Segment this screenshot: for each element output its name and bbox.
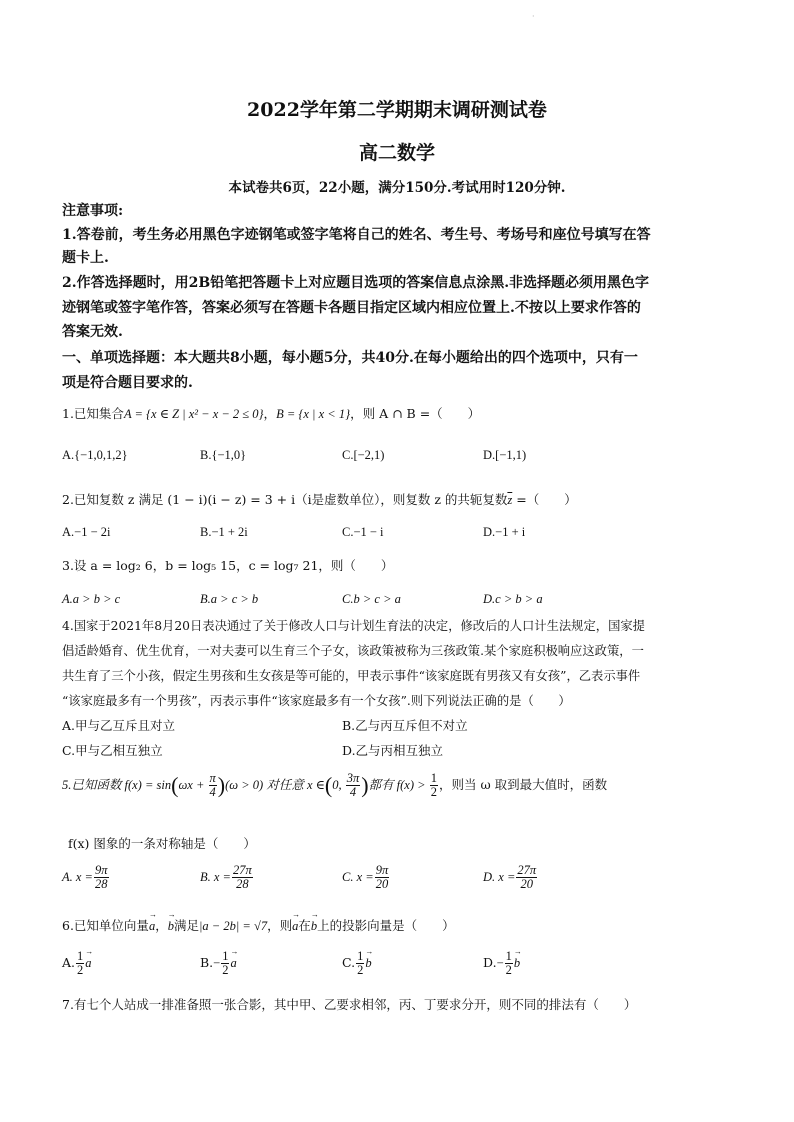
- q5-four: 4: [209, 785, 216, 800]
- q5-part5: 都有 f(x) >: [368, 778, 429, 793]
- subject-title: 高二数学: [358, 142, 435, 164]
- q3-option-d: D.c > b > a: [483, 592, 543, 606]
- q1-suffix: ，则 A ∩ B =（ ）: [350, 406, 481, 421]
- q1-option-b: B.{−1,0}: [200, 448, 247, 462]
- scan-dot: ·: [532, 12, 535, 21]
- q5-part3: (ω > 0) 对任意 x ∈: [225, 778, 325, 793]
- q2-option-b: B.−1 + 2i: [200, 525, 248, 539]
- q5-part4: 0,: [332, 778, 345, 793]
- note1-line1: 1.答卷前，考生务必用黑色字迹钢笔或签字笔将自己的姓名、考生号、考场号和座位号填写在答: [62, 227, 651, 243]
- q4-option-c: C.甲与乙相互独立: [62, 743, 163, 758]
- q4-option-a: A.甲与乙互斥且对立: [62, 718, 176, 733]
- q5-part6: ，则当 ω 取到最大值时，函数: [438, 777, 608, 793]
- q2-stem: 2.已知复数 z 满足 (1 − i)(i − z) = 3 + i（i是虚数单位），则复数 z 的共轭复数: [62, 492, 508, 507]
- q1-option-c: C.[−2,1): [342, 448, 385, 462]
- q4-line3: 共生育了三个小孩，假定生男孩和生女孩是等可能的，甲表示事件“该家庭既有男孩又有女孩”，乙表示事件: [62, 669, 641, 683]
- q1-prefix: 1.已知集合: [62, 406, 124, 421]
- q5-one: 1: [430, 771, 437, 785]
- q6-option-b: B.− $\frac{1}{2}$ → a: [200, 950, 237, 977]
- q5-part1: 5.已知函数 f(x) = sin: [62, 778, 172, 793]
- notes-heading: 注意事项:: [62, 203, 124, 219]
- q5-line2: f(x) 图象的一条对称轴是（ ）: [68, 836, 256, 851]
- q4-option-b: B.乙与丙互斥但不对立: [342, 718, 468, 733]
- q5-option-d: D. x = $\frac{27\pi}{20}$: [483, 863, 537, 892]
- note2-line1: 2.作答选择题时，用2B铅笔把答题卡上对应题目选项的答案信息点涂黑.非选择题必须用黑色字: [62, 275, 650, 291]
- question-1: [62, 404, 480, 422]
- q6-option-a: A. $\frac{1}{2}$ → a: [62, 950, 92, 977]
- q6-vector-a2: → a: [292, 919, 298, 934]
- q3-option-c: C.b > c > a: [342, 592, 401, 606]
- q5-four-b: 4: [349, 785, 357, 800]
- exam-title: 2022学年第二学期期末调研测试卷: [247, 99, 547, 121]
- q6-vector-b2: → b: [311, 919, 317, 934]
- q4-line2: 倡适龄婚育、优生优育，一对夫妻可以生育三个子女，该政策被称为三孩政策.某个家庭积极响应这政策，一: [62, 644, 644, 658]
- q2-tail: =（ ）: [512, 492, 577, 507]
- q5-pi: π: [209, 771, 216, 785]
- q6-option-c: C. $\frac{1}{2}$ → b: [342, 950, 372, 977]
- q2-option-a: A.−1 − 2i: [62, 525, 111, 539]
- question-6: 6.已知单位向量→ a，→ b满足|a − 2b| = √7，则→ a在→ b上的投影向量是（ ）: [62, 916, 455, 934]
- q6-vector-b: → b: [168, 919, 174, 934]
- note2-line2: 迹钢笔或签字笔作答，答案必须写在答题卡各题目指定区域内相应位置上.不按以上要求作答的: [62, 300, 641, 316]
- q3-option-b: B.a > c > b: [200, 592, 259, 606]
- q5-option-b: B. x = $\frac{27\pi}{28}$: [200, 863, 252, 892]
- q4-option-d: D.乙与丙相互独立: [342, 743, 444, 758]
- question-7: 7.有七个人站成一排准备照一张合影，其中甲、乙要求相邻，丙、丁要求分开，则不同的排法有（ ）: [62, 997, 637, 1012]
- section1-heading-line2: 项是符合题目要求的.: [62, 375, 193, 391]
- question-3: 3.设 a = log₂ 6，b = log₅ 15，c = log₇ 21，则（ ）: [62, 558, 394, 573]
- question-2: [62, 490, 577, 508]
- q1-option-d: D.[−1,1): [483, 448, 527, 462]
- exam-info: 本试卷共6页，22小题，满分150分.考试用时120分钟.: [228, 180, 566, 196]
- q2-option-d: D.−1 + i: [483, 525, 526, 539]
- q1-sep: ，: [263, 406, 277, 421]
- note2-line3: 答案无效.: [62, 324, 123, 340]
- q6-expression: |a − 2b| = √7: [198, 919, 268, 933]
- q6-part1: 6.已知单位向量: [62, 918, 149, 933]
- q3-option-a: A.a > b > c: [62, 592, 121, 606]
- q5-option-a: A. x = $\frac{9\pi}{28}$: [62, 863, 108, 892]
- q1-set-a: A = {x ∈ Z | x² − x − 2 ≤ 0}: [123, 407, 264, 421]
- q4-line1: 4.国家于2021年8月20日表决通过了关于修改人口与计划生育法的决定，修改后的人口计生法规定，国家提: [62, 619, 645, 633]
- q5-threepi: 3π: [346, 771, 360, 785]
- q2-option-c: C.−1 − i: [342, 525, 384, 539]
- q1-option-a: A.{−1,0,1,2}: [62, 448, 128, 462]
- q5-option-c: C. x = $\frac{9\pi}{20}$: [342, 863, 389, 892]
- q2-conjugate-z: $\overline{z}$: [507, 493, 513, 507]
- q5-part2: ωx +: [178, 778, 208, 793]
- q6-option-d: D.− $\frac{1}{2}$ → b: [483, 950, 520, 977]
- section1-heading-line1: 一、单项选择题：本大题共8小题，每小题5分，共40分.在每小题给出的四个选项中，只有一: [62, 350, 638, 366]
- q4-line4: “该家庭最多有一个男孩”，丙表示事件“该家庭最多有一个女孩”.则下列说法正确的是（ ）: [62, 694, 571, 708]
- note1-line2: 题卡上.: [62, 250, 109, 266]
- question-5: 5.已知函数 f(x) = sin(ωx + $\frac{\pi}{4}$ )(ω > 0) 对任意 x ∈(0, $\frac{3\pi}{4}$ )都有 f(x) > $\frac{1}{2}$ ，则当 ω 取到最大值时，函数: [62, 771, 608, 800]
- q1-set-b: B = {x | x < 1}: [276, 407, 351, 421]
- q5-two: 2: [430, 785, 437, 800]
- q6-vector-a: → a: [149, 919, 155, 934]
